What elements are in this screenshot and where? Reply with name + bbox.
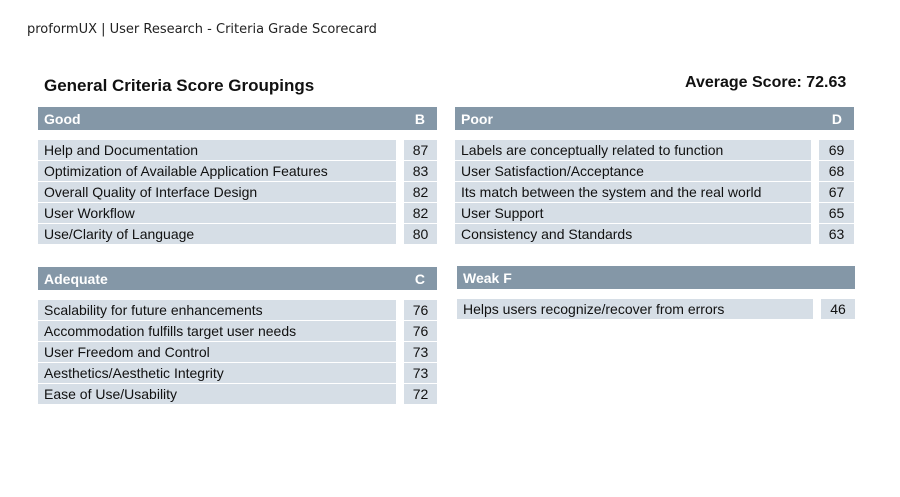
- criteria-score: 76: [404, 321, 437, 342]
- criteria-score: 87: [404, 140, 437, 161]
- group-poor-header: [455, 107, 854, 130]
- group-name: Good: [44, 110, 81, 127]
- group-weak-header: [457, 266, 855, 289]
- criteria-label: Help and Documentation: [38, 140, 396, 161]
- criteria-label: Overall Quality of Interface Design: [38, 182, 396, 203]
- criteria-list: [38, 140, 437, 245]
- criteria-score: 69: [819, 140, 854, 161]
- criteria-score: 46: [821, 299, 855, 320]
- criteria-score: 65: [819, 203, 854, 224]
- criteria-label: Ease of Use/Usability: [38, 384, 396, 405]
- group-grade: C: [414, 270, 425, 287]
- criteria-score: 63: [819, 224, 854, 245]
- criteria-score: 76: [404, 300, 437, 321]
- criteria-row: [455, 203, 854, 224]
- average-score: Average Score: 72.63: [685, 74, 847, 91]
- group-name: Adequate: [44, 270, 108, 287]
- criteria-label: Labels are conceptually related to function: [455, 140, 811, 161]
- criteria-row: [38, 140, 437, 161]
- page-header-title: proformUX | User Research - Criteria Grade Scorecard: [27, 22, 377, 37]
- criteria-score: 80: [404, 224, 437, 245]
- criteria-label: Use/Clarity of Language: [38, 224, 396, 245]
- group-adequate-header: [38, 267, 437, 290]
- criteria-row: [455, 140, 854, 161]
- criteria-score: 72: [404, 384, 437, 405]
- criteria-row: [38, 203, 437, 224]
- criteria-label: User Satisfaction/Acceptance: [455, 161, 811, 182]
- criteria-label: User Support: [455, 203, 811, 224]
- group-weak: [457, 266, 855, 320]
- criteria-score: 73: [404, 363, 437, 384]
- criteria-row: [38, 321, 437, 342]
- criteria-row: [38, 182, 437, 203]
- criteria-row: [455, 161, 854, 182]
- criteria-row: [455, 224, 854, 245]
- criteria-label: Its match between the system and the real world: [455, 182, 811, 203]
- criteria-row: [38, 300, 437, 321]
- criteria-list: [457, 299, 855, 320]
- group-grade: B: [414, 110, 425, 127]
- criteria-row: [455, 182, 854, 203]
- criteria-row: [38, 161, 437, 182]
- section-title: General Criteria Score Groupings: [44, 76, 315, 95]
- criteria-score: 73: [404, 342, 437, 363]
- group-poor: [455, 107, 854, 245]
- criteria-row: [38, 363, 437, 384]
- group-grade: D: [831, 110, 842, 127]
- criteria-label: Accommodation fulfills target user needs: [38, 321, 396, 342]
- criteria-label: Helps users recognize/recover from errors: [457, 299, 813, 320]
- criteria-list: [38, 300, 437, 405]
- criteria-score: 82: [404, 203, 437, 224]
- criteria-label: Scalability for future enhancements: [38, 300, 396, 321]
- criteria-row: [38, 224, 437, 245]
- criteria-label: User Freedom and Control: [38, 342, 396, 363]
- criteria-score: 67: [819, 182, 854, 203]
- criteria-score: 83: [404, 161, 437, 182]
- criteria-label: User Workflow: [38, 203, 396, 224]
- criteria-score: 82: [404, 182, 437, 203]
- criteria-label: Aesthetics/Aesthetic Integrity: [38, 363, 396, 384]
- criteria-row: [38, 342, 437, 363]
- group-adequate: [38, 267, 437, 405]
- criteria-label: Optimization of Available Application Features: [38, 161, 396, 182]
- criteria-list: [455, 140, 854, 245]
- group-good: [38, 107, 437, 245]
- group-good-header: [38, 107, 437, 130]
- group-name: Poor: [461, 110, 493, 127]
- group-name: Weak F: [463, 269, 512, 286]
- criteria-row: [457, 299, 855, 320]
- criteria-label: Consistency and Standards: [455, 224, 811, 245]
- criteria-row: [38, 384, 437, 405]
- criteria-score: 68: [819, 161, 854, 182]
